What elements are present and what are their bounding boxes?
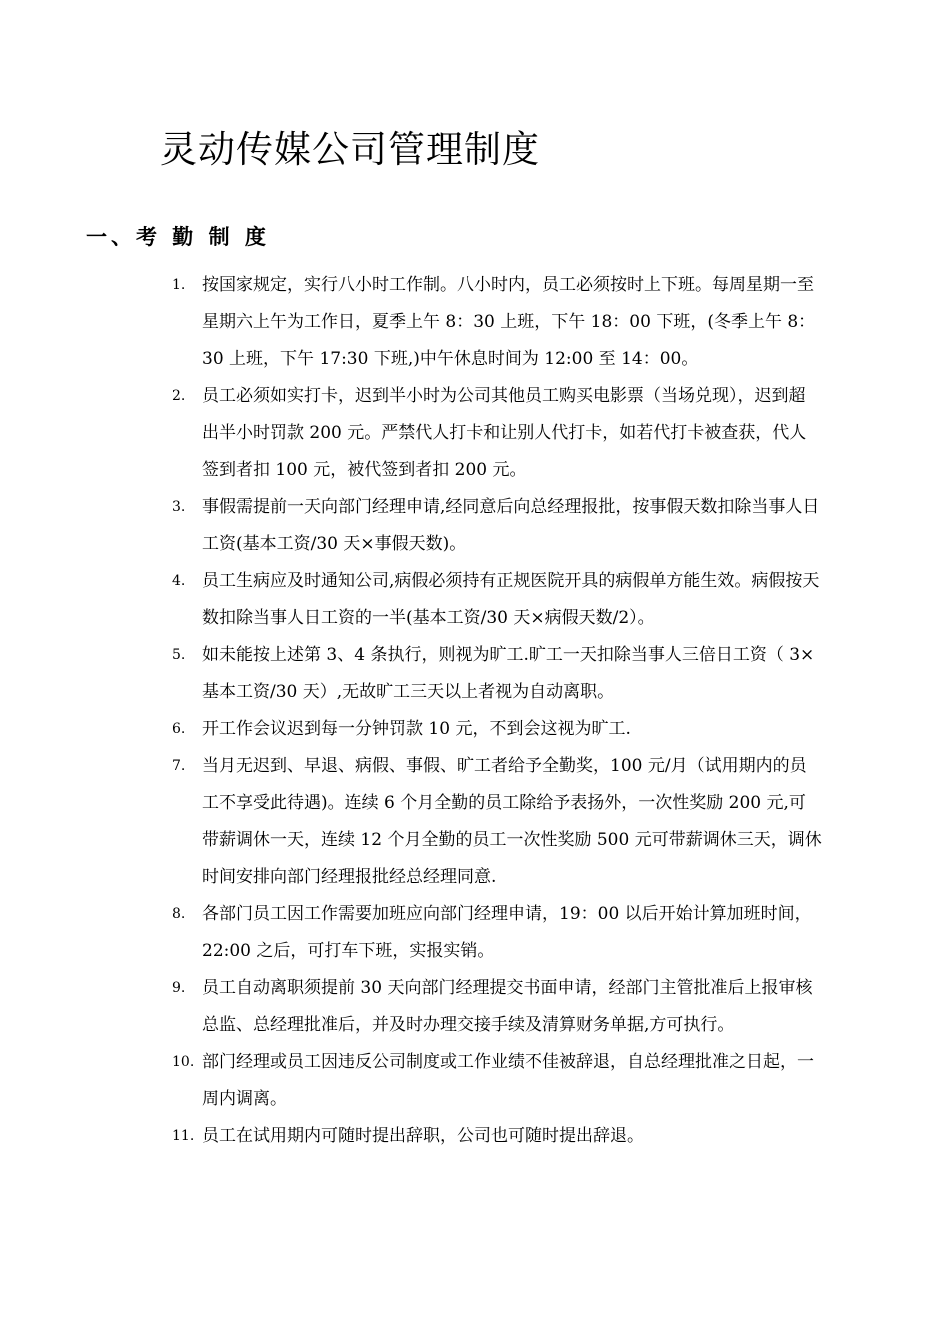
attendance-rules-list: [172, 267, 822, 1155]
rule-text: 员工生病应及时通知公司,病假必须持有正规医院开具的病假单方能生效。病假按天数扣除当事人日工资的一半(基本工资/30 天×病假天数/2）。: [202, 571, 820, 628]
rule-number: 6.: [172, 721, 186, 737]
rule-item: [172, 637, 822, 711]
rule-item: [172, 489, 822, 563]
rule-text: 各部门员工因工作需要加班应向部门经理申请，19：00 以后开始计算加班时间， 22:00 之后，可打车下班，实报实销。: [202, 904, 821, 961]
rule-text: 当月无迟到、早退、病假、事假、旷工者给予全勤奖，100 元/月（试用期内的员工不享受此待遇)。连续 6 个月全勤的员工除给予表扬外，一次性奖励 200 元,可带薪调休一天，连续 12 个月全勤的员工一次性奖励 500 元可带薪调休三天，调休时间安排向部门经理报批经总经理同意.: [202, 756, 822, 887]
rule-item: [172, 563, 822, 637]
rule-number: 10.: [172, 1054, 195, 1070]
rule-text: 开工作会议迟到每一分钟罚款 10 元，不到会这视为旷工.: [202, 719, 631, 739]
rule-text: 员工在试用期内可随时提出辞职，公司也可随时提出辞退。: [202, 1126, 644, 1146]
rule-number: 11.: [172, 1128, 195, 1144]
rule-text: 如未能按上述第 3、4 条执行，则视为旷工.旷工一天扣除当事人三倍日工资（ 3×基本工资/30 天）,无故旷工三天以上者视为自动离职。: [202, 645, 815, 702]
rule-text: 按国家规定，实行八小时工作制。八小时内，员工必须按时上下班。每周星期一至星期六上午为工作日，夏季上午 8：30 上班，下午 18：00 下班，(冬季上午 8：30 上班，下午 17:30 下班,)中午休息时间为 12:00 至 14：00。: [202, 275, 816, 369]
rule-item: [172, 748, 822, 896]
rule-item: [172, 1118, 822, 1155]
rule-number: 7.: [172, 758, 186, 774]
rule-item: [172, 970, 822, 1044]
rule-text: 部门经理或员工因违反公司制度或工作业绩不佳被辞退，自总经理批准之日起，一周内调离。: [202, 1052, 814, 1109]
rule-item: [172, 267, 822, 378]
rule-item: [172, 1044, 822, 1118]
rule-item: [172, 896, 822, 970]
rule-text: 员工自动离职须提前 30 天向部门经理提交书面申请，经部门主管批准后上报审核总监、总经理批准后，并及时办理交接手续及清算财务单据,方可执行。: [202, 978, 813, 1035]
rule-text: 事假需提前一天向部门经理申请,经同意后向总经理报批，按事假天数扣除当事人日工资(基本工资/30 天×事假天数)。: [202, 497, 820, 554]
rule-text: 员工必须如实打卡，迟到半小时为公司其他员工购买电影票（当场兑现），迟到超出半小时罚款 200 元。严禁代人打卡和让别人代打卡，如若代打卡被查获，代人签到者扣 100 元，被代签到者扣 200 元。: [202, 386, 807, 480]
rule-item: [172, 711, 822, 748]
rule-number: 2.: [172, 388, 186, 404]
rule-item: [172, 378, 822, 489]
rule-number: 9.: [172, 980, 186, 996]
rule-number: 4.: [172, 573, 186, 589]
section-heading: 一、考 勤 制 度: [86, 224, 270, 249]
rule-number: 8.: [172, 906, 186, 922]
rule-number: 5.: [172, 647, 186, 663]
rule-number: 1.: [172, 277, 186, 293]
rule-number: 3.: [172, 499, 186, 515]
document-title: 灵动传媒公司管理制度: [160, 128, 540, 171]
